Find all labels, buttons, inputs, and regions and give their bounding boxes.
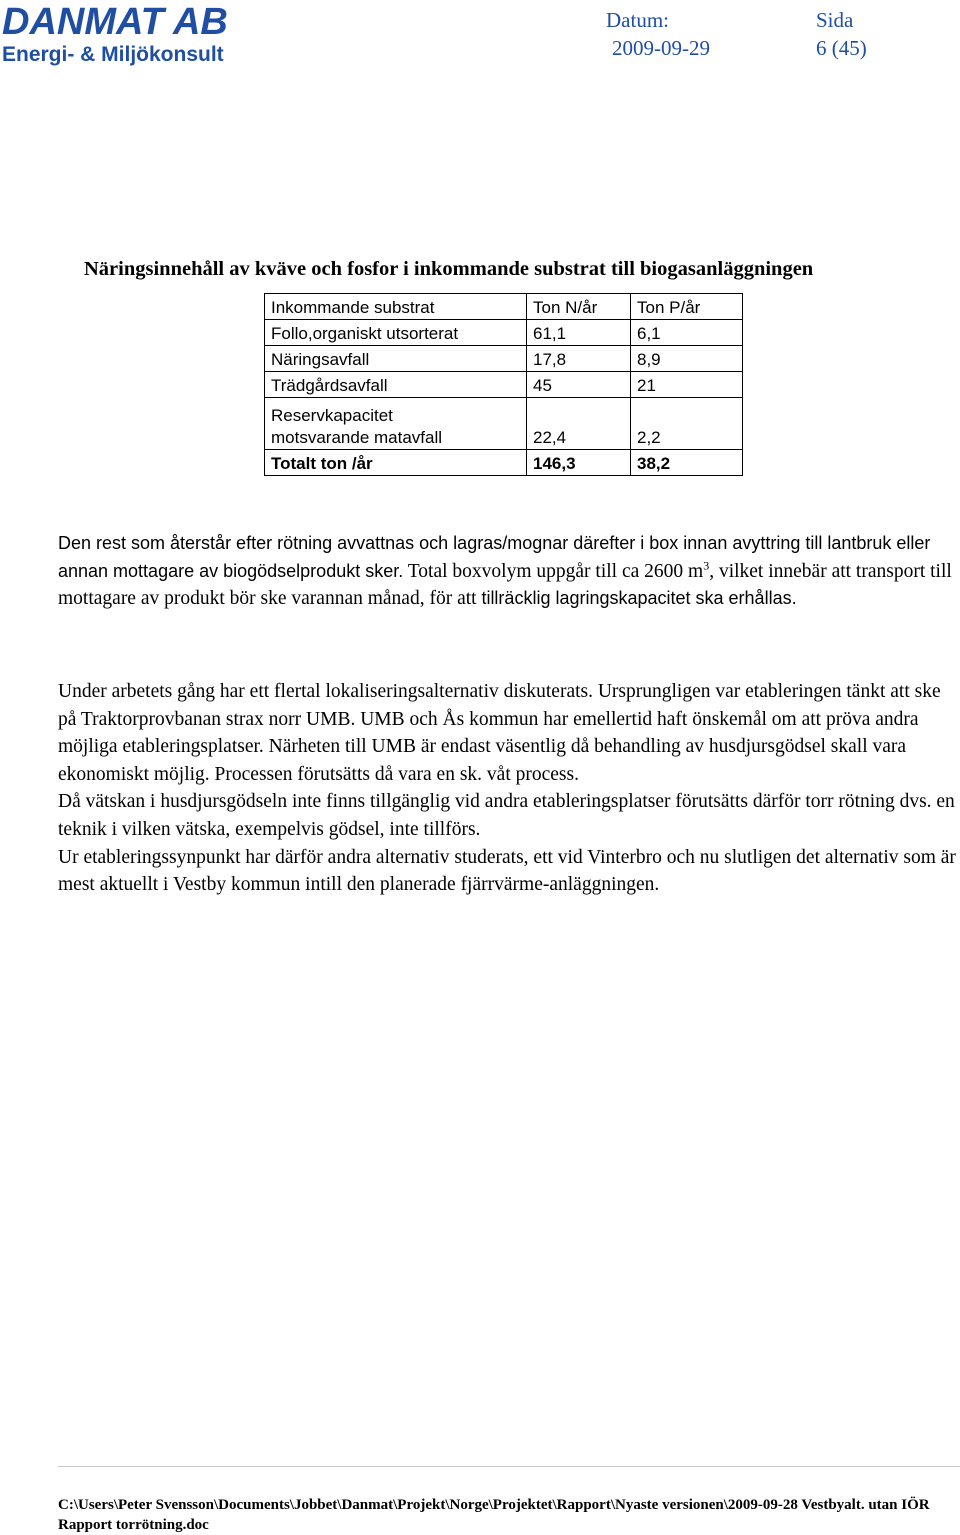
company-name: DANMAT AB bbox=[2, 1, 228, 43]
table-row bbox=[265, 346, 743, 372]
table-row bbox=[265, 320, 743, 346]
table-cell: 22,4 bbox=[527, 398, 631, 450]
table-cell: 61,1 bbox=[527, 320, 631, 346]
table-cell: 8,9 bbox=[631, 346, 743, 372]
paragraph-location-s2: Då vätskan i husdjursgödseln inte finns tillgänglig vid andra etableringsplatser förutsätts därför torr rötning dvs. en teknik i vilken vätska, exempelvis gödsel, inte tillförs. bbox=[58, 791, 955, 840]
company-tagline: Energi- & Miljökonsult bbox=[2, 43, 224, 66]
table-header-cell: Inkommande substrat bbox=[265, 294, 527, 320]
paragraph-digestate-storage: tillräcklig lagringskapacitet ska erhållas. bbox=[481, 588, 797, 609]
table-cell: 146,3 bbox=[527, 450, 631, 476]
nutrient-table bbox=[264, 293, 743, 476]
datum-label: Datum: bbox=[606, 8, 669, 32]
page-number: 6 (45) bbox=[816, 36, 867, 60]
paragraph-location bbox=[58, 678, 958, 899]
table-cell: 6,1 bbox=[631, 320, 743, 346]
paragraph-location-s3: Ur etableringssynpunkt har därför andra alternativ studerats, ett vid Vinterbro och nu slutligen det alternativ som är mest aktuellt i Vestby kommun intill den planerade fjärrvärme-anläggningen. bbox=[58, 846, 956, 896]
paragraph-digestate-transport: , vilket innebär att transport till mottagare av produkt bör ske varannan månad, för att bbox=[58, 560, 952, 610]
table-title: Näringsinnehåll av kväve och fosfor i inkommande substrat till biogasanläggningen bbox=[84, 258, 814, 280]
reserve-line-2: motsvarande matavfall bbox=[271, 428, 443, 447]
table-row bbox=[265, 372, 743, 398]
table-cell: Follo,organiskt utsorterat bbox=[265, 320, 527, 346]
table-header-cell: Ton N/år bbox=[527, 294, 631, 320]
paragraph-digestate-sans: Den rest som återstår efter rötning avvattnas och lagras/mognar därefter i box innan avyttring till lantbruk eller annan mottagare av biogödselprodukt sker. bbox=[58, 533, 931, 581]
table-cell: 21 bbox=[631, 372, 743, 398]
paragraph-location-s1: Under arbetets gång har ett flertal lokaliseringsalternativ diskuterats. Ursprungligen var etableringen tänkt att ske på Traktorprovbanan strax norr UMB. UMB och Ås kommun har emellertid haft önskemål om att pröva andra möjliga etableringsplatser. Närheten till UMB är endast väsentlig då behandling av husdjursgödsel skall vara ekonomiskt möjlig. Processen förutsätts då vara en sk. våt process. bbox=[58, 681, 941, 785]
footer-file-path: C:\Users\Peter Svensson\Documents\Jobbet\Danmat\Projekt\Norge\Projektet\Rapport\Nyaste versionen\2009-09-28 Vestbyalt. utan IÖR Rapport torrötning.doc bbox=[58, 1497, 930, 1533]
table-cell: 17,8 bbox=[527, 346, 631, 372]
table-cell: Totalt ton /år bbox=[265, 450, 527, 476]
table-header-row bbox=[265, 294, 743, 320]
paragraph-digestate bbox=[58, 530, 958, 613]
table-total-row bbox=[265, 450, 743, 476]
document-date: 2009-09-29 bbox=[612, 36, 710, 60]
company-logo bbox=[2, 2, 228, 67]
table-row bbox=[265, 398, 743, 450]
table-cell: 2,2 bbox=[631, 398, 743, 450]
sida-label: Sida bbox=[816, 8, 854, 32]
table-cell: 38,2 bbox=[631, 450, 743, 476]
table-cell bbox=[265, 398, 527, 450]
table-cell: Trädgårdsavfall bbox=[265, 372, 527, 398]
table-cell: 45 bbox=[527, 372, 631, 398]
table-header-cell: Ton P/år bbox=[631, 294, 743, 320]
footer-divider bbox=[58, 1466, 960, 1467]
superscript-3: 3 bbox=[703, 558, 710, 573]
paragraph-digestate-volume: Total boxvolym uppgår till ca 2600 m bbox=[403, 560, 704, 582]
table-cell: Näringsavfall bbox=[265, 346, 527, 372]
reserve-line-1: Reservkapacitet bbox=[271, 406, 393, 425]
